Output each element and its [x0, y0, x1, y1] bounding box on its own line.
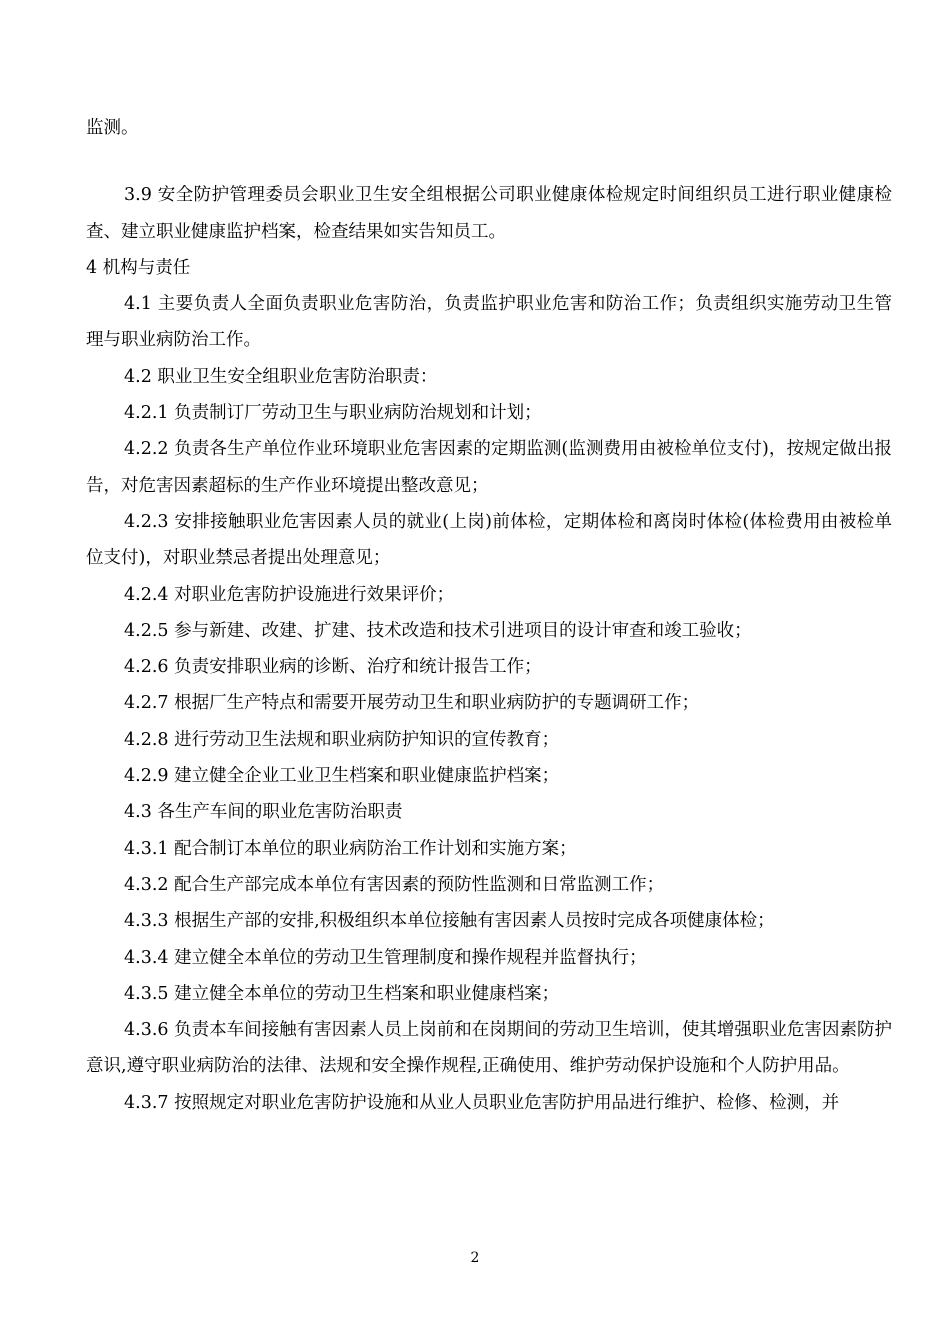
paragraph: 4.3.2 配合生产部完成本单位有害因素的预防性监测和日常监测工作； [124, 874, 665, 895]
paragraph: 4.3.4 建立健全本单位的劳动卫生管理制度和操作规程并监督执行； [124, 947, 647, 968]
paragraph: 4.2.7 根据厂生产特点和需要开展劳动卫生和职业病防护的专题调研工作； [124, 693, 700, 714]
paragraph: 4.2.8 进行劳动卫生法规和职业病防护知识的宣传教育； [124, 729, 560, 750]
paragraph: 4.2.3 安排接触职业危害因素人员的就业(上岗)前体检，定期体检和离岗时体检(体检费用由被检单位支付)，对职业禁忌者提出处理意见； [86, 511, 892, 569]
document-body [86, 110, 892, 1121]
paragraph: 4.1 主要负责人全面负责职业危害防治，负责监护职业危害和防治工作；负责组织实施劳动卫生管理与职业病防治工作。 [86, 294, 892, 351]
paragraph: 4.2 职业卫生安全组职业危害防治职责： [124, 366, 438, 387]
paragraph: 4.2.9 建立健全企业工业卫生档案和职业健康监护档案； [124, 766, 560, 787]
paragraph: 4.3.7 按照规定对职业危害防护设施和从业人员职业危害防护用品进行维护、检修、检测，并 [124, 1092, 840, 1113]
paragraph: 3.9 安全防护管理委员会职业卫生安全组根据公司职业健康体检规定时间组织员工进行职业健康检查、建立职业健康监护档案，检查结果如实告知员工。 [86, 185, 892, 242]
paragraph: 4.3 各生产车间的职业危害防治职责 [124, 802, 403, 823]
paragraph: 4.2.4 对职业危害防护设施进行效果评价； [124, 584, 455, 605]
paragraph: 4.3.6 负责本车间接触有害因素人员上岗前和在岗期间的劳动卫生培训，使其增强职业危害因素防护意识,遵守职业病防治的法律、法规和安全操作规程,正确使用、维护劳动保护设施和个人防护用品。 [86, 1020, 892, 1077]
paragraph: 4.2.5 参与新建、改建、扩建、技术改造和技术引进项目的设计审查和竣工验收； [124, 620, 752, 641]
paragraph: 4.3.5 建立健全本单位的劳动卫生档案和职业健康档案； [124, 983, 560, 1004]
paragraph: 4.2.1 负责制订厂劳动卫生与职业病防治规划和计划； [124, 403, 542, 424]
page-number: 2 [470, 1250, 480, 1266]
paragraph: 4.3.1 配合制订本单位的职业病防治工作计划和实施方案； [124, 838, 577, 859]
paragraph: 4.2.2 负责各生产单位作业环境职业危害因素的定期监测(监测费用由被检单位支付)，按规定做出报告，对危害因素超标的生产作业环境提出整改意见； [86, 439, 892, 496]
paragraph: 4.3.3 根据生产部的安排,积极组织本单位接触有害因素人员按时完成各项健康体检； [124, 911, 775, 932]
paragraph: 4.2.6 负责安排职业病的诊断、治疗和统计报告工作； [124, 657, 542, 678]
paragraph: 监测。 [86, 118, 139, 138]
paragraph: 4 机构与责任 [86, 257, 191, 278]
